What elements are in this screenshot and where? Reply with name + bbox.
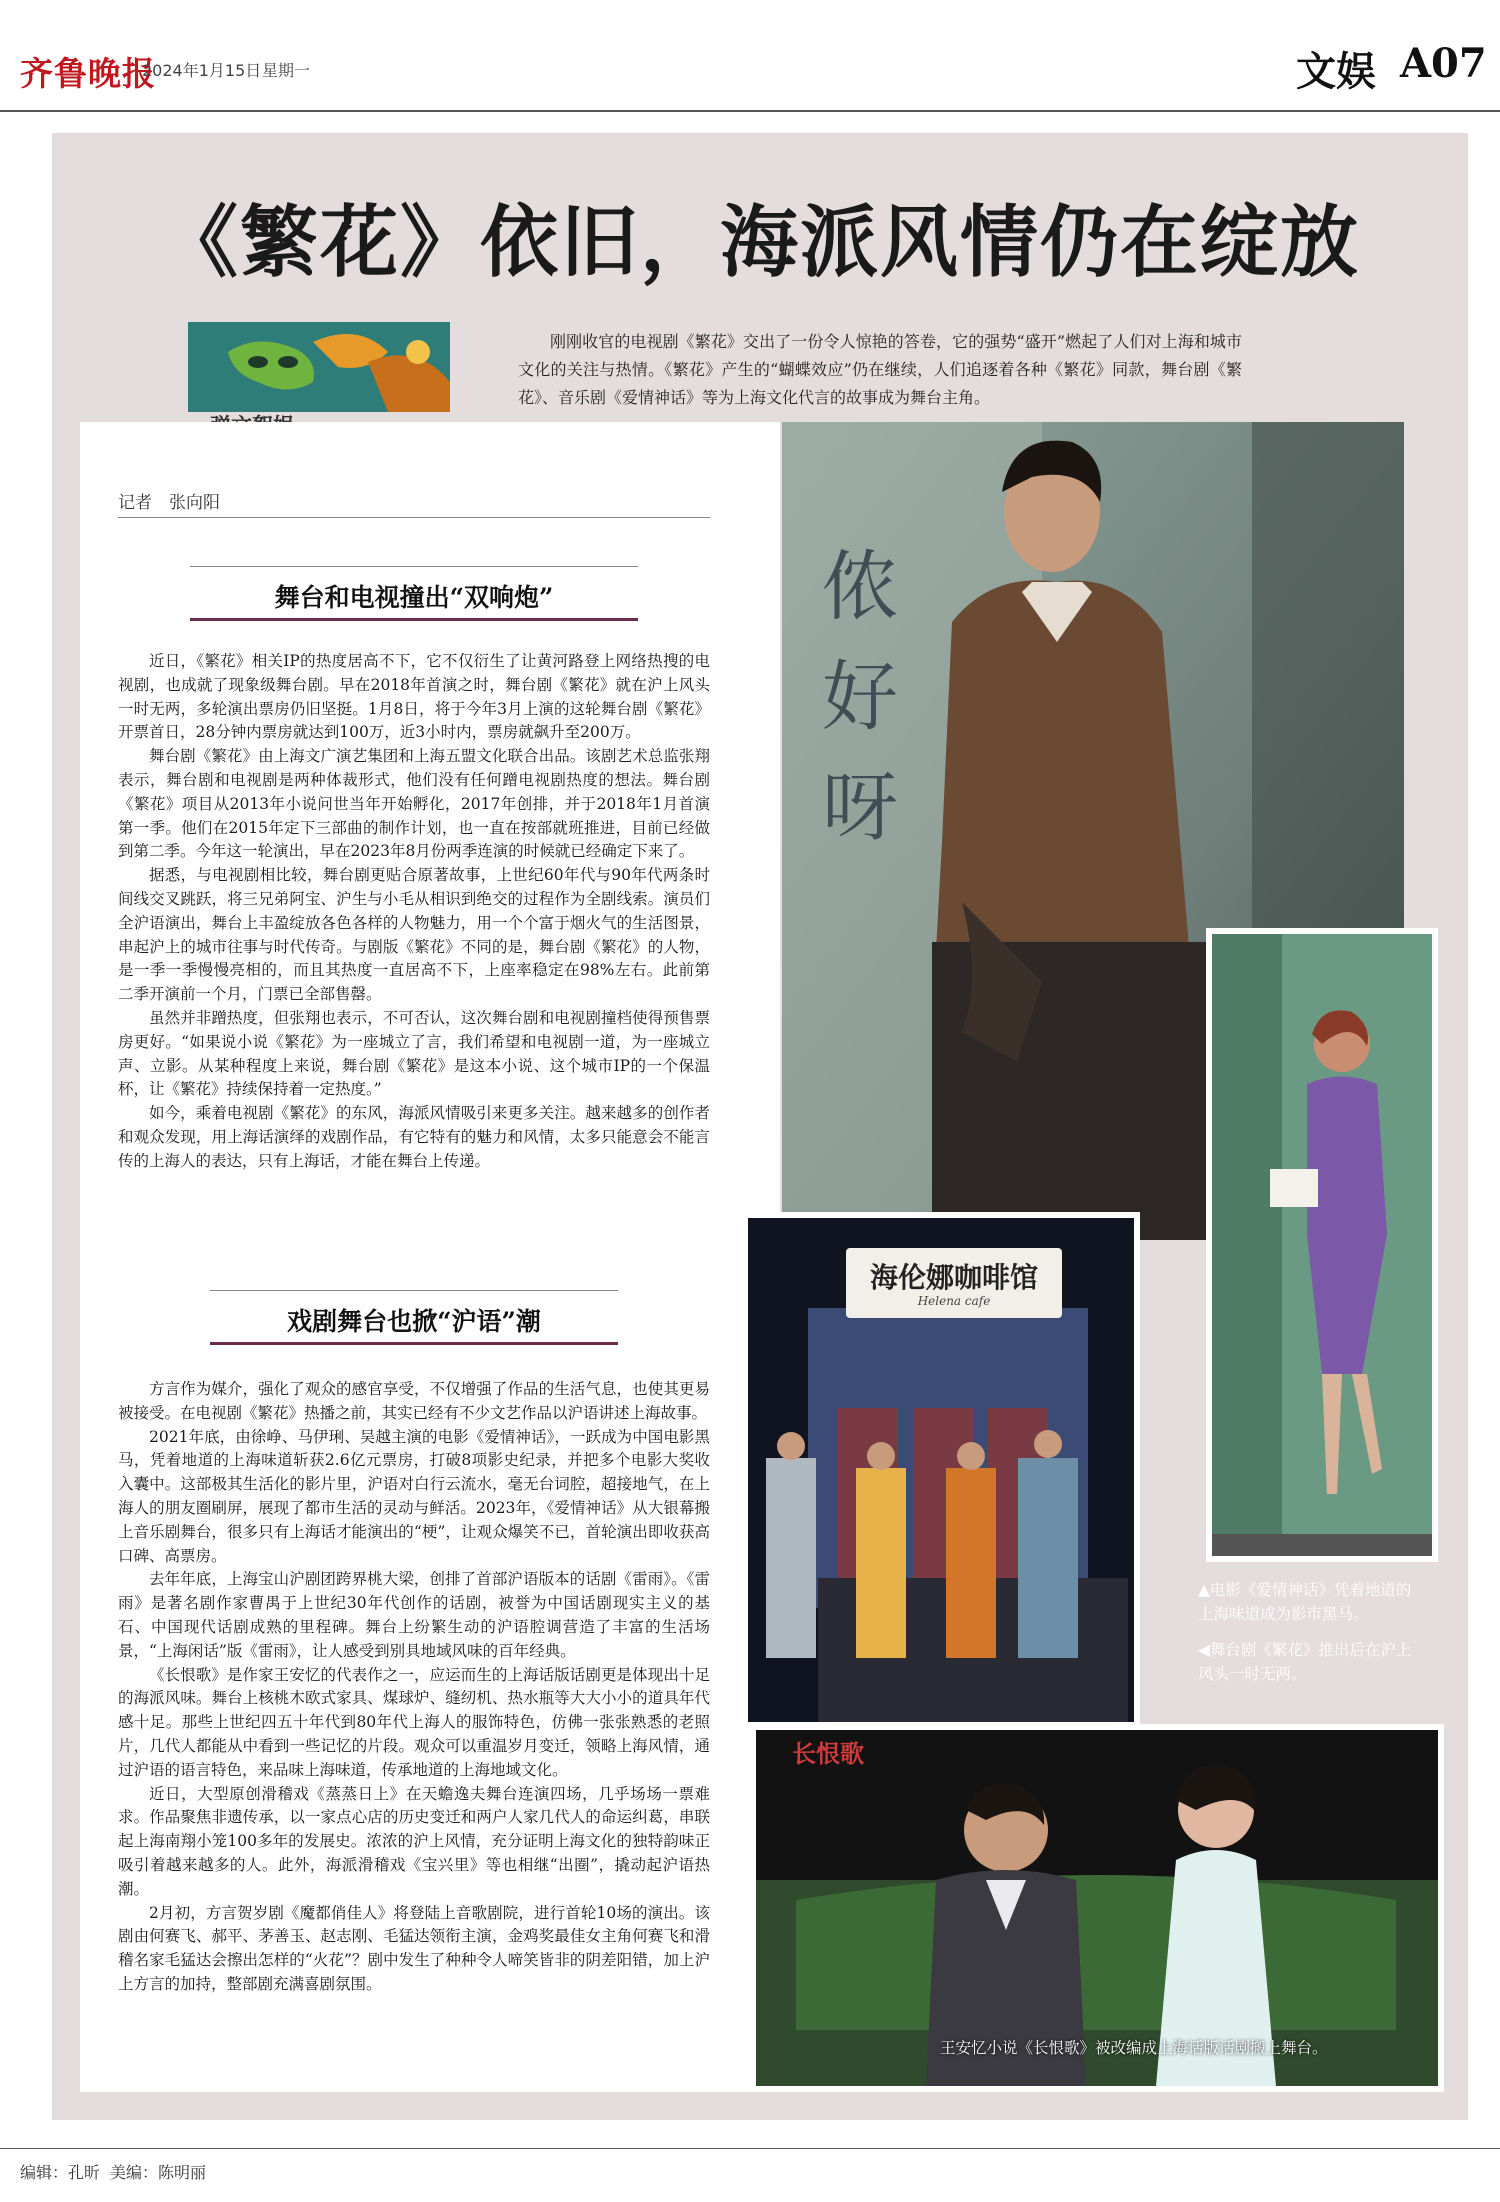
subhead-block-1 — [118, 562, 710, 614]
subhead-2: 戏剧舞台也掀“沪语”潮 — [287, 1307, 541, 1336]
paragraph: 舞台剧《繁花》由上海文广演艺集团和上海五盟文化联合出品。该剧艺术总监张翔表示，舞台剧和电视剧是两种体裁形式，他们没有任何蹭电视剧热度的想法。舞台剧《繁花》项目从2013年小说问世当年开始孵化，2017年创排，并于2018年1月首演第一季。他们在2015年定下三部曲的制作计划，也一直在按部就班推进，目前已经做到第二季。今年这一轮演出，早在2023年8月份两季连演的时候就已经确定下来了。 — [118, 747, 710, 861]
page-number: A07 — [1400, 40, 1487, 87]
column-banner-image — [188, 322, 450, 412]
stage-sign-subtext: Helena cafe — [917, 1294, 991, 1308]
subhead-block-2 — [118, 1286, 710, 1338]
caption-changhenge: 王安忆小说《长恨歌》被改编成上海话版话剧搬上舞台。 — [940, 2039, 1328, 2057]
fanhua-stage-photo-frame — [742, 1212, 1140, 1728]
issue-date: 2024年1月15日 — [142, 61, 262, 80]
paragraph: 近日，《繁花》相关IP的热度居高不下，它不仅衍生了让黄河路登上网络热搜的电视剧，也成就了现象级舞台剧。早在2018年首演之时，舞台剧《繁花》就在沪上风头一时无两，多轮演出票房仍旧坚挺。1月8日，将于今年3月上演的这轮舞台剧《繁花》开票首日，28分钟内票房就达到100万，近3小时内，票房就飙升至200万。 — [118, 652, 710, 742]
paragraph: 2021年底，由徐峥、马伊琍、吴越主演的电影《爱情神话》，一跃成为中国电影黑马，凭着地道的上海味道斩获2.6亿元票房，打破8项影史纪录，并把多个电影大奖收入囊中。这部极其生活化的影片里，沪语对白行云流水，毫无台词腔，超接地气，在上海人的朋友圈刷屏，展现了都市生活的灵动与鲜活。2023年，《爱情神话》从大银幕搬上音乐剧舞台，很多只有上海话才能演出的“梗”，让观众爆笑不已，首轮演出即收获高口碑、高票房。 — [118, 1427, 710, 1565]
stage-sign-text: 海伦娜咖啡馆 — [869, 1261, 1038, 1294]
paragraph: 虽然并非蹭热度，但张翔也表示，不可否认，这次舞台剧和电视剧撞档使得预售票房更好。“如果说小说《繁花》为一座城立了言，我们希望和电视剧一道，为一座城立声、立影。从某种程度上来说，舞台剧《繁花》是这本小说、这个城市IP的一个保温杯，让《繁花》持续保持着一定热度。” — [118, 1008, 710, 1099]
paragraph: 去年年底，上海宝山沪剧团跨界桃大梁，创排了首部沪语版本的话剧《雷雨》。《雷雨》是著名剧作家曹禺于上世纪30年代创作的话剧，被誉为中国话剧现实主义的基石、中国现代话剧成熟的里程碑。舞台上纷繁生动的沪语腔调营造了丰富的生活场景，“上海闲话”版《雷雨》，让人感受到别具地域风味的百年经典。 — [118, 1570, 710, 1660]
subhead-rule-top — [210, 1290, 618, 1291]
paragraph: 如今，乘着电视剧《繁花》的东风，海派风情吸引来更多关注。越来越多的创作者和观众发现，用上海话演绎的戏剧作品，有它特有的魅力和风情，太多只能意会不能言传的上海人的表达，只有上海话，才能在舞台上传递。 — [118, 1104, 710, 1170]
caption-love-myth: ▲电影《爱情神话》凭着地道的上海味道成为影市黑马。 — [1198, 1581, 1412, 1623]
footer-designer: 美编：陈明丽 — [110, 2163, 207, 2182]
masthead-rule — [0, 110, 1500, 112]
subhead-1: 舞台和电视撞出“双响炮” — [274, 583, 554, 612]
article-intro: 刚刚收官的电视剧《繁花》交出了一份令人惊艳的答卷，它的强势“盛开”燃起了人们对上海和城市文化的关注与热情。《繁花》产生的“蝴蝶效应”仍在继续，人们追逐着各种《繁花》同款，舞台剧《繁花》、音乐剧《爱情神话》等为上海文化代言的故事成为舞台主角。 — [518, 332, 1242, 407]
subhead-rule-bottom — [210, 1342, 618, 1345]
subhead-rule-top — [190, 566, 638, 567]
footer-rule — [0, 2148, 1500, 2149]
footer-editor: 编辑：孔昕 — [20, 2163, 101, 2182]
poster-title-text: 侬好呀 — [822, 542, 898, 851]
changhenge-photo-frame — [750, 1724, 1444, 2092]
headline: 《繁花》依旧，海派风情仍在绽放 — [159, 197, 1360, 288]
subhead-rule-bottom — [190, 618, 638, 621]
section-2-body — [118, 1378, 710, 1997]
byline-rule — [118, 517, 710, 518]
caption-fanhua-stage: ◀舞台剧《繁花》推出后在沪上风头一时无两。 — [1198, 1641, 1412, 1683]
paragraph: 方言作为媒介，强化了观众的感官享受，不仅增强了作品的生活气息，也使其更易被接受。在电视剧《繁花》热播之前，其实已经有不少文艺作品以沪语讲述上海故事。 — [118, 1380, 710, 1422]
issue-weekday: 星期一 — [262, 61, 311, 80]
newspaper-logo: 齐鲁晚报 — [20, 54, 156, 93]
drama-logo: 长恨歌 — [792, 1739, 864, 1768]
paragraph: 《长恨歌》是作家王安忆的代表作之一，应运而生的上海话版话剧更是体现出十足的海派风味。舞台上核桃木欧式家具、煤球炉、缝纫机、热水瓶等大大小小的道具年代感十足。那些上世纪四五十年代到80年代上海人的服饰特色，仿佛一张张熟悉的老照片，几代人都能从中看到一些记忆的片段。观众可以重温岁月变迁，领略上海风情，通过沪语的语言特色，来品味上海味道，传承地道的上海地域文化。 — [118, 1665, 710, 1779]
byline: 记者 张向阳 — [118, 493, 220, 513]
love-myth-photo-frame — [1206, 928, 1438, 1562]
paragraph: 2月初，方言贺岁剧《魔都俏佳人》将登陆上音歌剧院，进行首轮10场的演出。该剧由何赛飞、郝平、茅善玉、赵志刚、毛猛达领衔主演，金鸡奖最佳女主角何赛飞和滑稽名家毛猛达会擦出怎样的“火花”？剧中发生了种种令人啼笑皆非的阴差阳错，加上沪上方言的加持，整部剧充满喜剧氛围。 — [118, 1903, 710, 1993]
section-1-body — [118, 650, 710, 1174]
paragraph: 据悉，与电视剧相比较，舞台剧更贴合原著故事，上世纪60年代与90年代两条时间线交叉跳跃，将三兄弟阿宝、沪生与小毛从相识到绝交的过程作为全剧线索。演员们全沪语演出，舞台上丰盈绽放各色各样的人物魅力，用一个个富于烟火气的生活图景，串起沪上的城市往事与时代传奇。与剧版《繁花》不同的是，舞台剧《繁花》的人物，是一季一季慢慢亮相的，而且其热度一直居高不下，上座率稳定在98%左右。此前第二季开演前一个月，门票已全部售罄。 — [118, 866, 710, 1004]
section-name: 文娱 — [1296, 48, 1376, 95]
paragraph: 近日，大型原创滑稽戏《蒸蒸日上》在天蟾逸夫舞台连演四场，几乎场场一票难求。作品聚焦非遗传承，以一家点心店的历史变迁和两户人家几代人的命运纠葛，串联起上海南翔小笼100多年的发展史。浓浓的沪上风情，充分证明上海文化的独特韵味正吸引着越来越多的人。此外，海派滑稽戏《宝兴里》等也相继“出圈”，撬动起沪语热潮。 — [118, 1784, 710, 1898]
